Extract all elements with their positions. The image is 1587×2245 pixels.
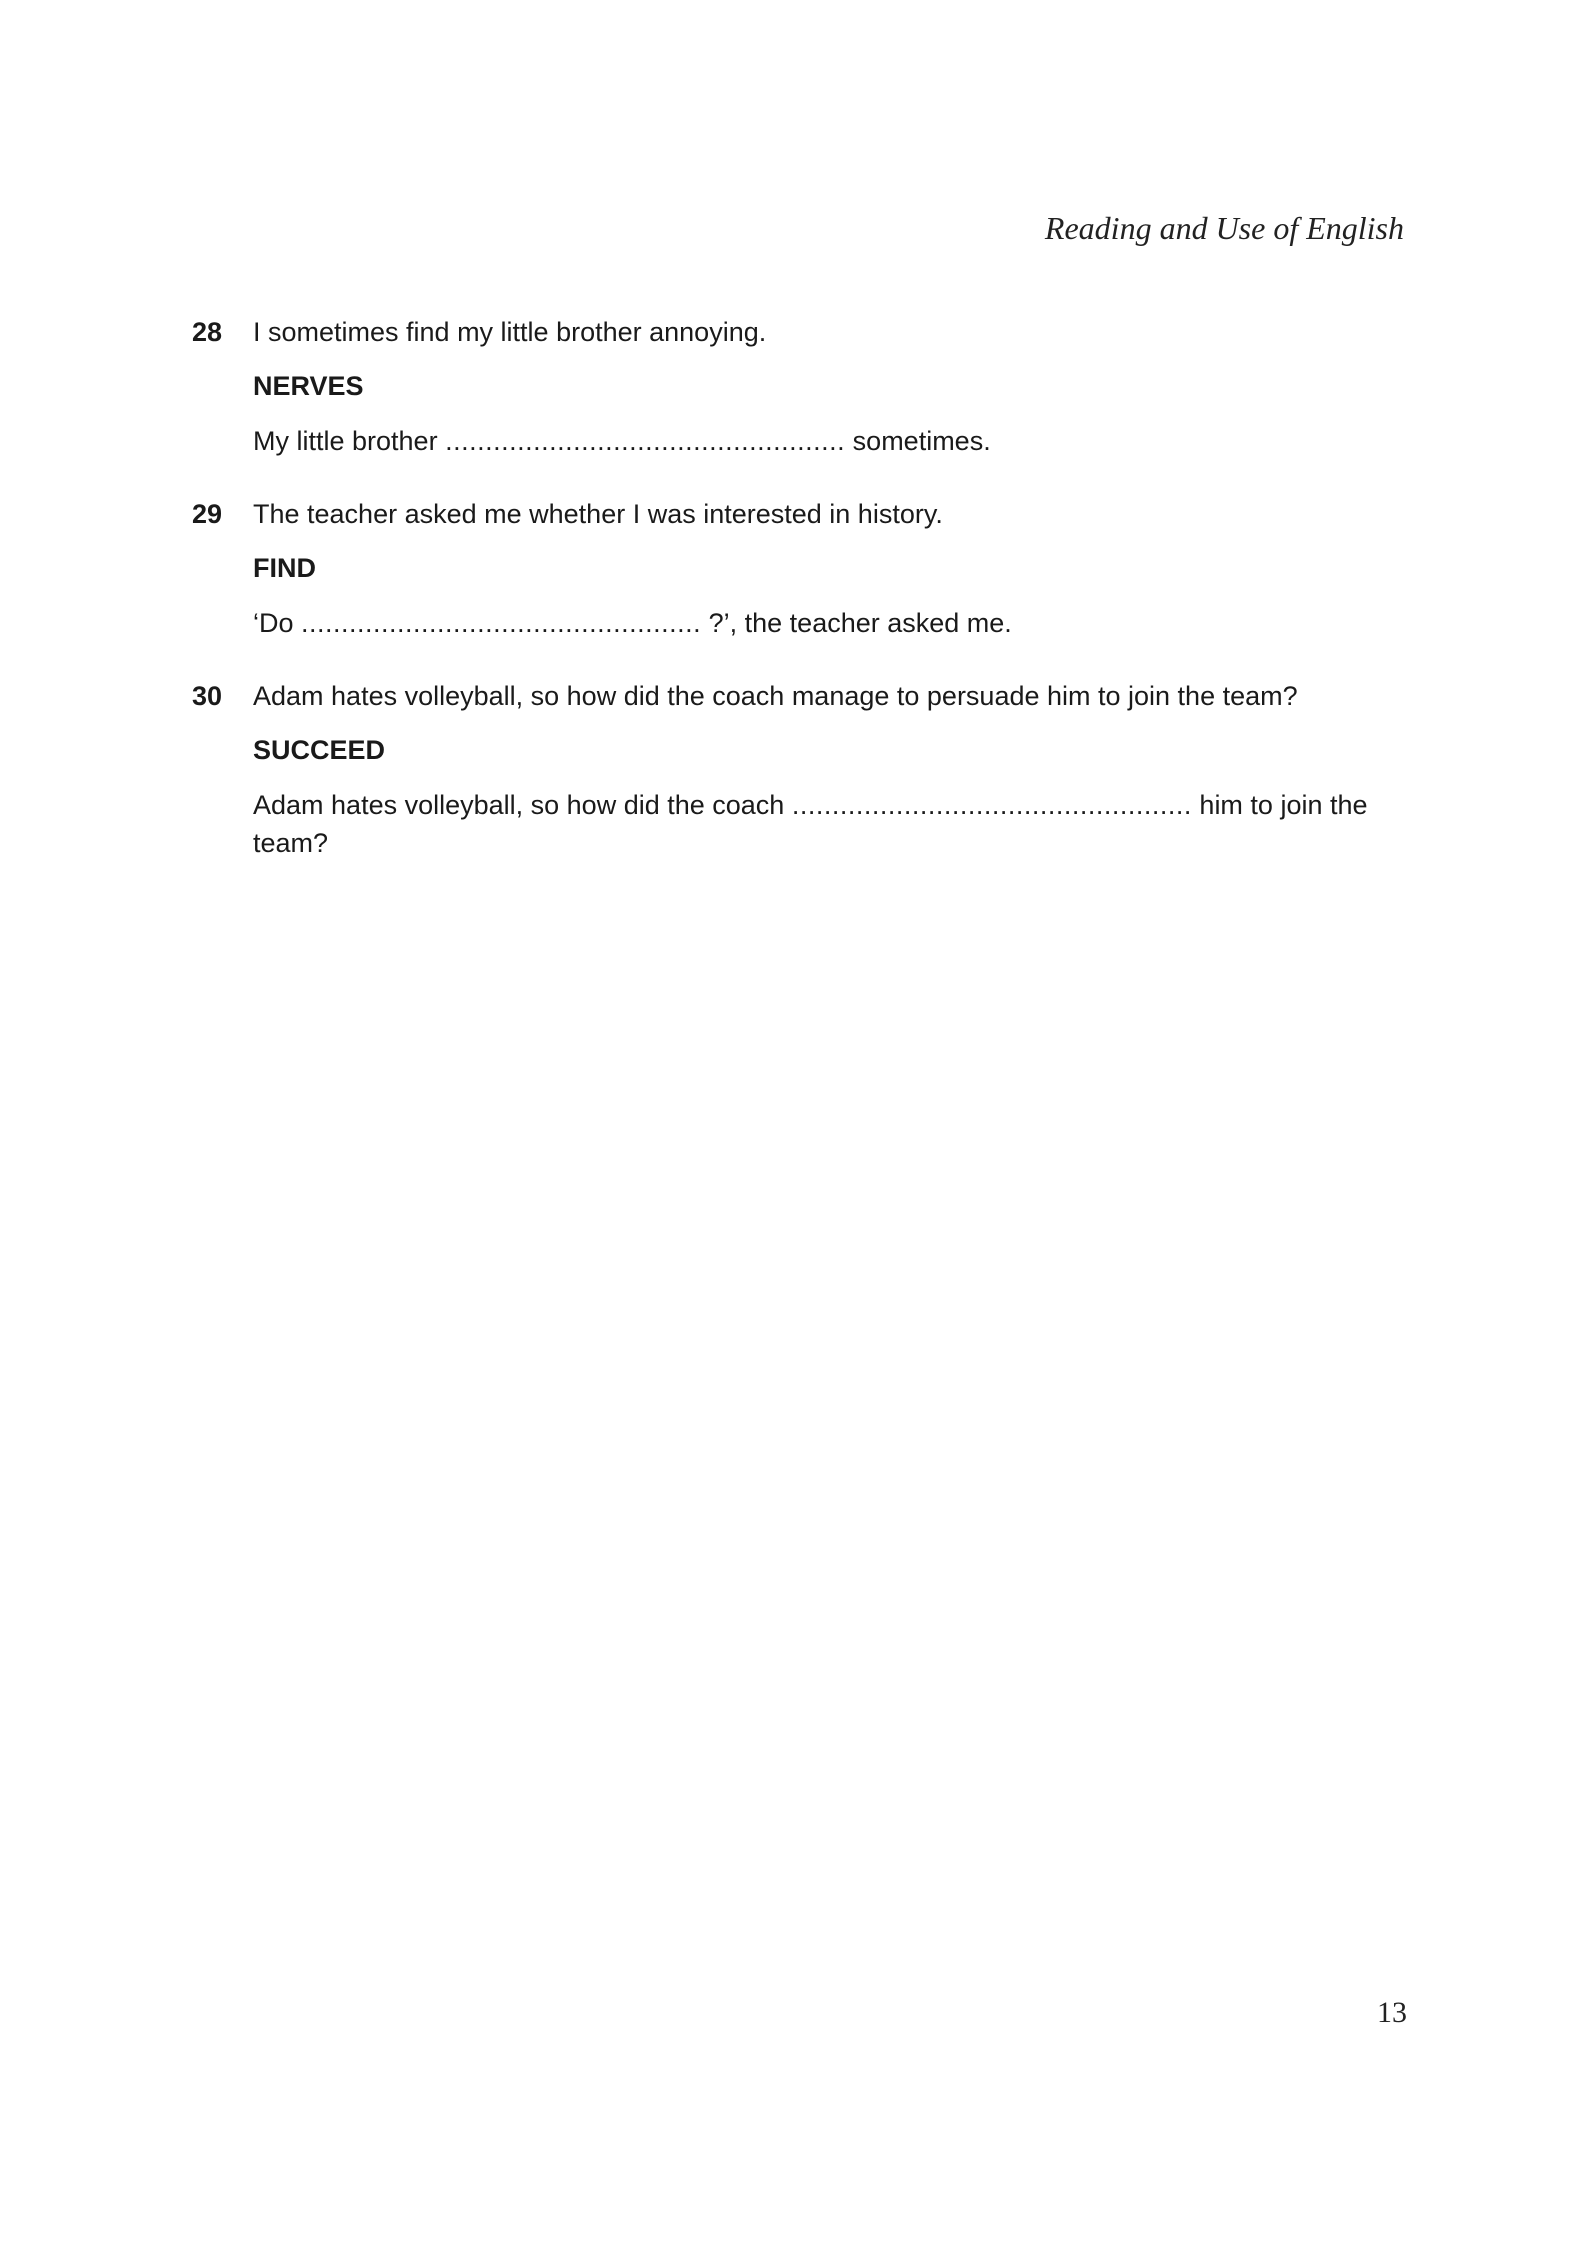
answer-text-before: My little brother [253,426,438,456]
answer-text-after: him to join the team? [253,790,1368,858]
question-number: 28 [192,317,223,347]
question-keyword: SUCCEED [253,735,386,765]
answer-gap[interactable]: .................................................. [445,426,846,456]
answer-line [253,786,1383,862]
question-body [253,678,1412,862]
answer-text-before: ‘Do [253,608,294,638]
question-prompt: The teacher asked me whether I was interested in history. [253,499,943,529]
question-prompt: I sometimes find my little brother annoying. [253,317,767,347]
question-body [253,314,1412,460]
answer-text-after: sometimes. [852,426,991,456]
answer-gap[interactable]: .................................................. [791,790,1192,820]
answer-line [253,604,1383,642]
answer-line [253,422,1383,460]
page-number: 13 [1377,1996,1407,2029]
question-keyword: NERVES [253,371,364,401]
question-number: 29 [192,499,223,529]
question-keyword: FIND [253,553,316,583]
question-number: 30 [192,681,223,711]
question-29 [192,496,1412,642]
question-28 [192,314,1412,460]
question-30 [192,678,1412,862]
answer-text-after: ?’, the teacher asked me. [708,608,1012,638]
running-head: Reading and Use of English [1044,210,1404,246]
answer-gap[interactable]: .................................................. [301,608,702,638]
question-body [253,496,1412,642]
question-prompt: Adam hates volleyball, so how did the coach manage to persuade him to join the team? [253,681,1298,711]
answer-text-before: Adam hates volleyball, so how did the coach [253,790,785,820]
